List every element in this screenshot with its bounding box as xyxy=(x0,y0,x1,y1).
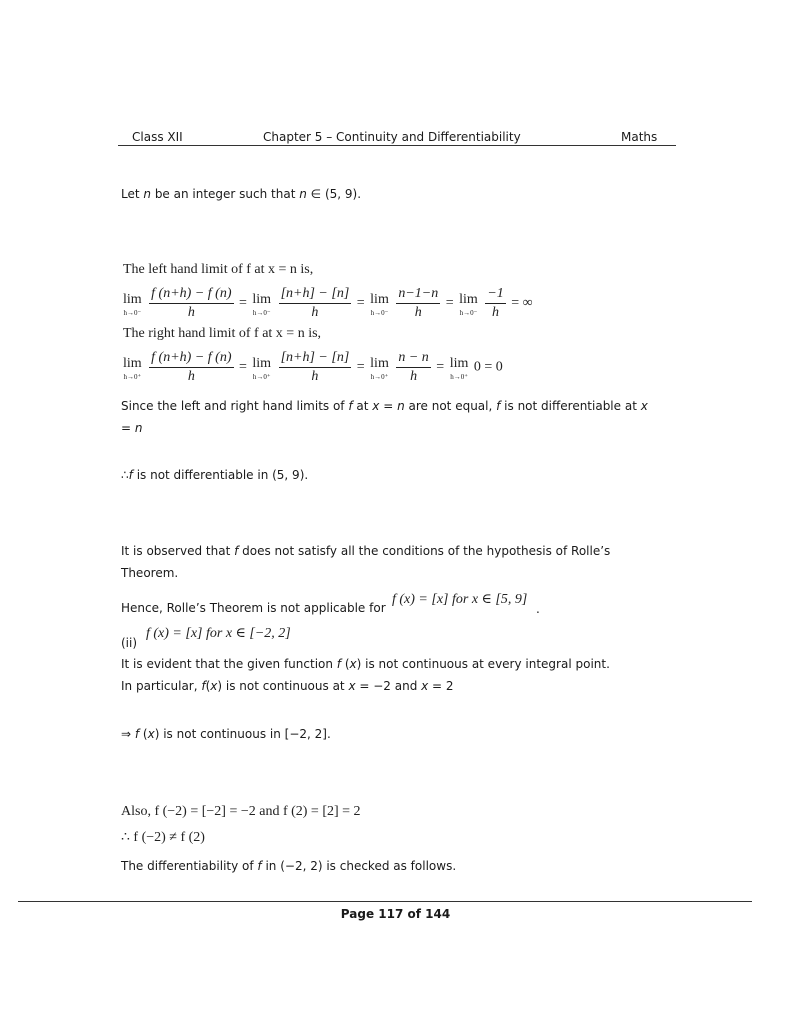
paragraph-differentiability-check: The differentiability of f in (−2, 2) is checked as follows. xyxy=(121,859,457,873)
page-number: Page 117 of 144 xyxy=(340,907,451,921)
paragraph-not-continuous-line1: It is evident that the given function f (x) is not continuous at every integral point. xyxy=(121,657,610,671)
footer-rule xyxy=(18,901,752,902)
left-limit-label: The left hand limit of f at x = n is, xyxy=(123,262,314,277)
math-therefore: ∴ f (−2) ≠ f (2) xyxy=(121,830,205,845)
paragraph-rolle-observed-line1: It is observed that f does not satisfy all the conditions of the hypothesis of Rolle’s xyxy=(121,544,611,558)
math-also-values: Also, f (−2) = [−2] = −2 and f (2) = [2] = 2 xyxy=(121,804,361,819)
part-ii-label: (ii) xyxy=(121,636,138,650)
rolle-period: . xyxy=(536,602,540,616)
paragraph-limits-unequal-line1: Since the left and right hand limits of f at x = n are not equal, f is not differentiable at x xyxy=(121,399,648,413)
paragraph-not-differentiable: ∴f is not differentiable in (5, 9). xyxy=(121,468,309,482)
paragraph-rolle-not-applicable: Hence, Rolle’s Theorem is not applicable for xyxy=(121,601,386,615)
header-rule xyxy=(118,145,676,146)
paragraph-integer-n: Let n be an integer such that n ∈ (5, 9). xyxy=(121,187,362,201)
right-limit-equation: lim h→0⁺ $\frac{f (n+h) - f (n)}{h}$ = lim h→0⁺ $\frac{[n+h] - [n]}{h}$ = lim h→0⁺ $\frac{n - n}{h}$ = lim h→0⁺ 0 = 0 xyxy=(123,350,503,384)
rolle-function-5-9: f (x) = [x] for x ∈ [5, 9] xyxy=(392,592,528,607)
paragraph-implies-not-continuous: ⇒ f (x) is not continuous in [−2, 2]. xyxy=(121,727,331,741)
header-subject: Maths xyxy=(621,130,658,144)
paragraph-rolle-observed-line2: Theorem. xyxy=(121,566,179,580)
header-class: Class XII xyxy=(132,130,183,144)
part-ii-function: f (x) = [x] for x ∈ [−2, 2] xyxy=(146,626,291,641)
left-limit-equation: lim h→0⁻ $\frac{f (n+h) - f (n)}{h}$ = lim h→0⁻ $\frac{[n+h] - [n]}{h}$ = lim h→0⁻ $\frac{n-1-n}{h}$ = lim h→0⁻ $\frac{-1}{h}$ = ∞ xyxy=(123,286,533,320)
paragraph-not-continuous-line2: In particular, f(x) is not continuous at x = −2 and x = 2 xyxy=(121,679,454,693)
paragraph-limits-unequal-line2: = n xyxy=(121,421,143,435)
right-limit-label: The right hand limit of f at x = n is, xyxy=(123,326,322,341)
header-chapter: Chapter 5 – Continuity and Differentiability xyxy=(263,130,521,144)
